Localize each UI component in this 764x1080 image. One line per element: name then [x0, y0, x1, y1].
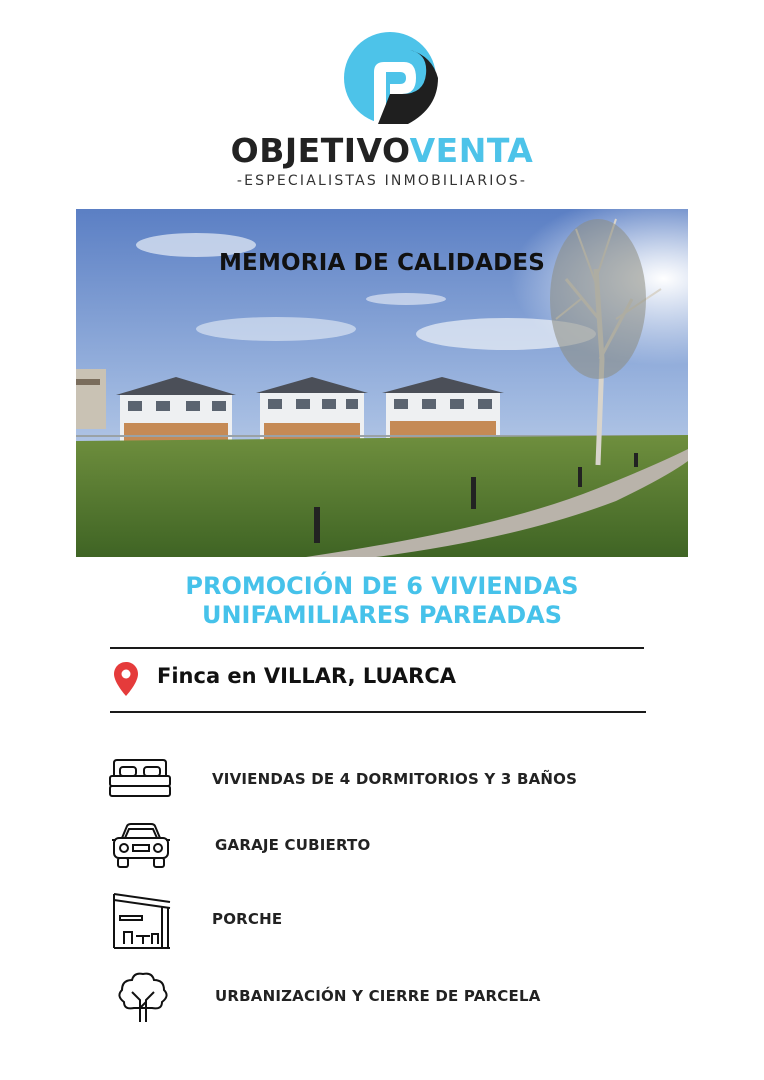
promo-line-2: UNIFAMILIARES PAREADAS [201, 601, 563, 629]
hero-title: MEMORIA DE CALIDADES [218, 250, 546, 276]
tree-icon [116, 970, 170, 1024]
porch-icon [112, 892, 172, 950]
hero-image [76, 209, 688, 557]
location-text: Finca en VILLAR, LUARCA [157, 664, 456, 688]
feature-urbanization-label: URBANIZACIÓN Y CIERRE DE PARCELA [215, 987, 541, 1005]
divider-top [110, 647, 644, 649]
divider-bottom [110, 711, 646, 713]
bed-icon [108, 758, 172, 800]
feature-bedrooms-label: VIVIENDAS DE 4 DORMITORIOS Y 3 BAÑOS [212, 770, 578, 788]
map-pin-icon [114, 662, 138, 696]
car-icon [110, 822, 172, 870]
feature-porch-label: PORCHE [212, 910, 283, 928]
promo-heading [0, 572, 764, 630]
brand-tagline: -ESPECIALISTAS INMOBILIARIOS- [236, 173, 528, 189]
brand-name-dark: OBJETIVO [230, 131, 410, 170]
brand-logo-icon [344, 32, 440, 128]
feature-garage-label: GARAJE CUBIERTO [215, 836, 371, 854]
promo-line-1: PROMOCIÓN DE 6 VIVIENDAS [185, 572, 579, 600]
brand-name [0, 128, 764, 174]
brand-name-light: VENTA [409, 131, 534, 170]
